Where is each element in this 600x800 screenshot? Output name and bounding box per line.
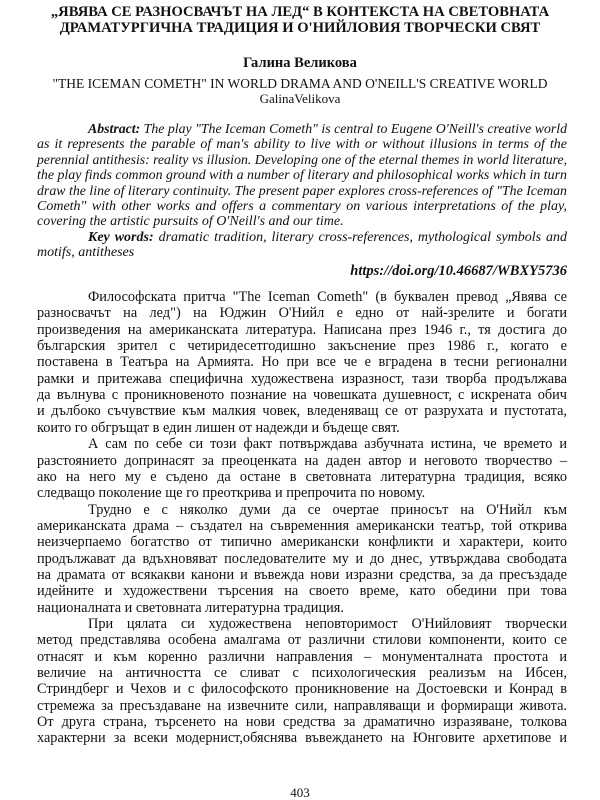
paragraph-line bbox=[88, 436, 567, 452]
line-text: covering the artistic pursuits of O'Neill's and our time. bbox=[37, 214, 344, 230]
line-text: От друга страна, търсенето на нови средства за драматично изразяване, толкова bbox=[37, 714, 567, 731]
paragraph-line bbox=[37, 714, 567, 730]
paragraph-line bbox=[37, 583, 567, 599]
paragraph-line bbox=[37, 551, 567, 567]
paragraph-line bbox=[37, 681, 567, 697]
abstract-line bbox=[37, 184, 567, 199]
label: Key words: bbox=[88, 229, 154, 245]
paragraph-line bbox=[37, 403, 567, 419]
paragraph-line bbox=[37, 354, 567, 370]
english-author: GalinaVelikova bbox=[259, 91, 341, 106]
line-text: разносвачът на лед") на Юджин О'Нийл е едно от най-зрелите и богати bbox=[37, 305, 567, 322]
line-text: продължават да вдъхновяват последователите му и до днес, утвърждава свободата bbox=[37, 550, 567, 567]
line-text: Философската притча "The Iceman Cometh" (в буквален превод „Явява се bbox=[88, 289, 567, 305]
line-text: ако на него му е съдено да остане в световната литературна традиция, всяко bbox=[37, 468, 567, 485]
line-text: Трудно е с няколко думи да се очертае приносът на О'Нийл към bbox=[88, 501, 567, 518]
line-text: А сам по себе си този факт потвърждава азбучната истина, че времето и bbox=[88, 436, 567, 453]
paragraph-line bbox=[37, 600, 567, 616]
line-text: отнасят и към коренно различни направления – монументалната простота и bbox=[37, 648, 567, 665]
line-text: величие на античността се сливат с психологическия реализъм на Ибсен, bbox=[37, 665, 567, 682]
line-text: Cometh" with other works and offers a commentary on various interpretations of the play, bbox=[37, 199, 567, 214]
line-text: които го обгръщат в един лишен от надежди и бъдеще свят. bbox=[37, 419, 400, 436]
line-text: следващо поколение ще го преоткрива и препрочита по новому. bbox=[37, 485, 426, 502]
paragraph-line bbox=[37, 730, 567, 746]
line-text: американската драма – създател на съвременния американски театър, той открива bbox=[37, 517, 567, 534]
line-text: произведения на американската литература. Написана през 1946 г., тя достига до bbox=[37, 321, 567, 338]
abstract-line bbox=[37, 214, 567, 229]
paragraph-line bbox=[37, 322, 567, 338]
label: Abstract: bbox=[88, 122, 141, 137]
abstract-line bbox=[37, 168, 567, 183]
paragraph-line bbox=[37, 518, 567, 534]
line-text: неизчерпаемо богатство от типично американски конфликти и характери, които bbox=[37, 534, 567, 551]
paragraph-line bbox=[37, 567, 567, 583]
title-line-2: ДРАМАТУРГИЧНА ТРАДИЦИЯ И О'НИЙЛОВИЯ ТВОРЧЕСКИ СВЯТ bbox=[59, 20, 541, 36]
paragraph-line bbox=[37, 305, 567, 321]
abstract-line bbox=[37, 153, 567, 168]
paragraph-line bbox=[88, 289, 567, 305]
page-number: 403 bbox=[290, 785, 310, 800]
line-text: на драмата от всякакви канони и въвежда нови изразни средства, за да пресъздаде bbox=[37, 566, 567, 583]
line-text: стремежа за пресъздаване на извечните сили, направляващи и формиращи живота. bbox=[37, 697, 567, 714]
english-title: "THE ICEMAN COMETH" IN WORLD DRAMA AND O'NEILL'S CREATIVE WORLD bbox=[52, 76, 548, 91]
line-text: the play finds common ground with a number of literary and philosophical works which in turn bbox=[37, 168, 567, 184]
line-text: рамки и притежава специфична художествена изразност, тази творба продължава bbox=[37, 370, 567, 387]
abstract-line bbox=[37, 137, 567, 152]
line-text: идейните и художествени търсения на своето време, като обедини при това bbox=[37, 583, 567, 600]
keywords-line bbox=[37, 245, 567, 260]
paragraph-line bbox=[37, 453, 567, 469]
line-text: да вълнува с проникновеното познание на човешката душевност, с искрената обич bbox=[37, 387, 567, 404]
abstract-line bbox=[88, 122, 567, 137]
paragraph-line bbox=[37, 371, 567, 387]
line-text: характерни за всеки модернист,обяснява въвеждането на Юнговите архетипове и bbox=[37, 730, 567, 747]
paragraph-line bbox=[37, 665, 567, 681]
paragraph-line bbox=[37, 649, 567, 665]
line-text: националната и световната литературна традиция. bbox=[37, 599, 344, 616]
line-text: българския зрител с четиридесетгодишно закъснение през 1986 г., когато е bbox=[37, 338, 567, 355]
line-text: dramatic tradition, literary cross-references, mythological symbols and bbox=[158, 229, 567, 245]
title-line-1: „ЯВЯВА СЕ РАЗНОСВАЧЪТ НА ЛЕД“ В КОНТЕКСТА НА СВЕТОВНАТА bbox=[50, 4, 550, 20]
line-text: Стриндберг и Чехов и с философското проникновение на Достоевски и Конрад в bbox=[37, 681, 567, 698]
paragraph-line bbox=[37, 485, 567, 501]
paragraph-line bbox=[37, 469, 567, 485]
paragraph-line bbox=[37, 698, 567, 714]
line-text: The play "The Iceman Cometh" is central to Eugene O'Neill's creative world bbox=[143, 122, 568, 137]
line-text: поставена в Театъра на Армията. Но при все че е вградена в тесни регионални bbox=[37, 354, 567, 371]
paragraph-line bbox=[37, 632, 567, 648]
doi-link[interactable]: https://doi.org/10.46687/WBXY5736 bbox=[350, 263, 567, 279]
paragraph-line bbox=[37, 338, 567, 354]
line-text: motifs, antitheses bbox=[37, 245, 135, 261]
keywords-line bbox=[88, 230, 567, 245]
paragraph-line bbox=[37, 387, 567, 403]
paragraph-line bbox=[88, 616, 567, 632]
author-name: Галина Великова bbox=[243, 55, 357, 71]
line-text: и дълбоко съчувствие към малкия човек, вледеняващ се от разрухата и пустотата, bbox=[37, 403, 567, 420]
line-text: draw the line of literary continuity. The present paper explores cross-references of "The Iceman bbox=[37, 183, 567, 199]
line-text: При цялата си художествена неповторимост О'Нийловият творчески bbox=[88, 616, 567, 632]
line-text: разстоянието допринасят за преоценката на даден автор и неговото творчество – bbox=[37, 452, 567, 469]
line-text: as it represents the parable of man's ability to live with or without illusions in terms of the bbox=[37, 137, 567, 153]
paragraph-line bbox=[88, 502, 567, 518]
line-text: perennial antithesis: reality vs illusion. Developing one of the eternal themes in world literature, bbox=[37, 152, 567, 168]
line-text: метод представлява особена амалгама от различни стилови компоненти, които се bbox=[37, 632, 567, 649]
paragraph-line bbox=[37, 534, 567, 550]
paragraph-line bbox=[37, 420, 567, 436]
abstract-line bbox=[37, 199, 567, 214]
